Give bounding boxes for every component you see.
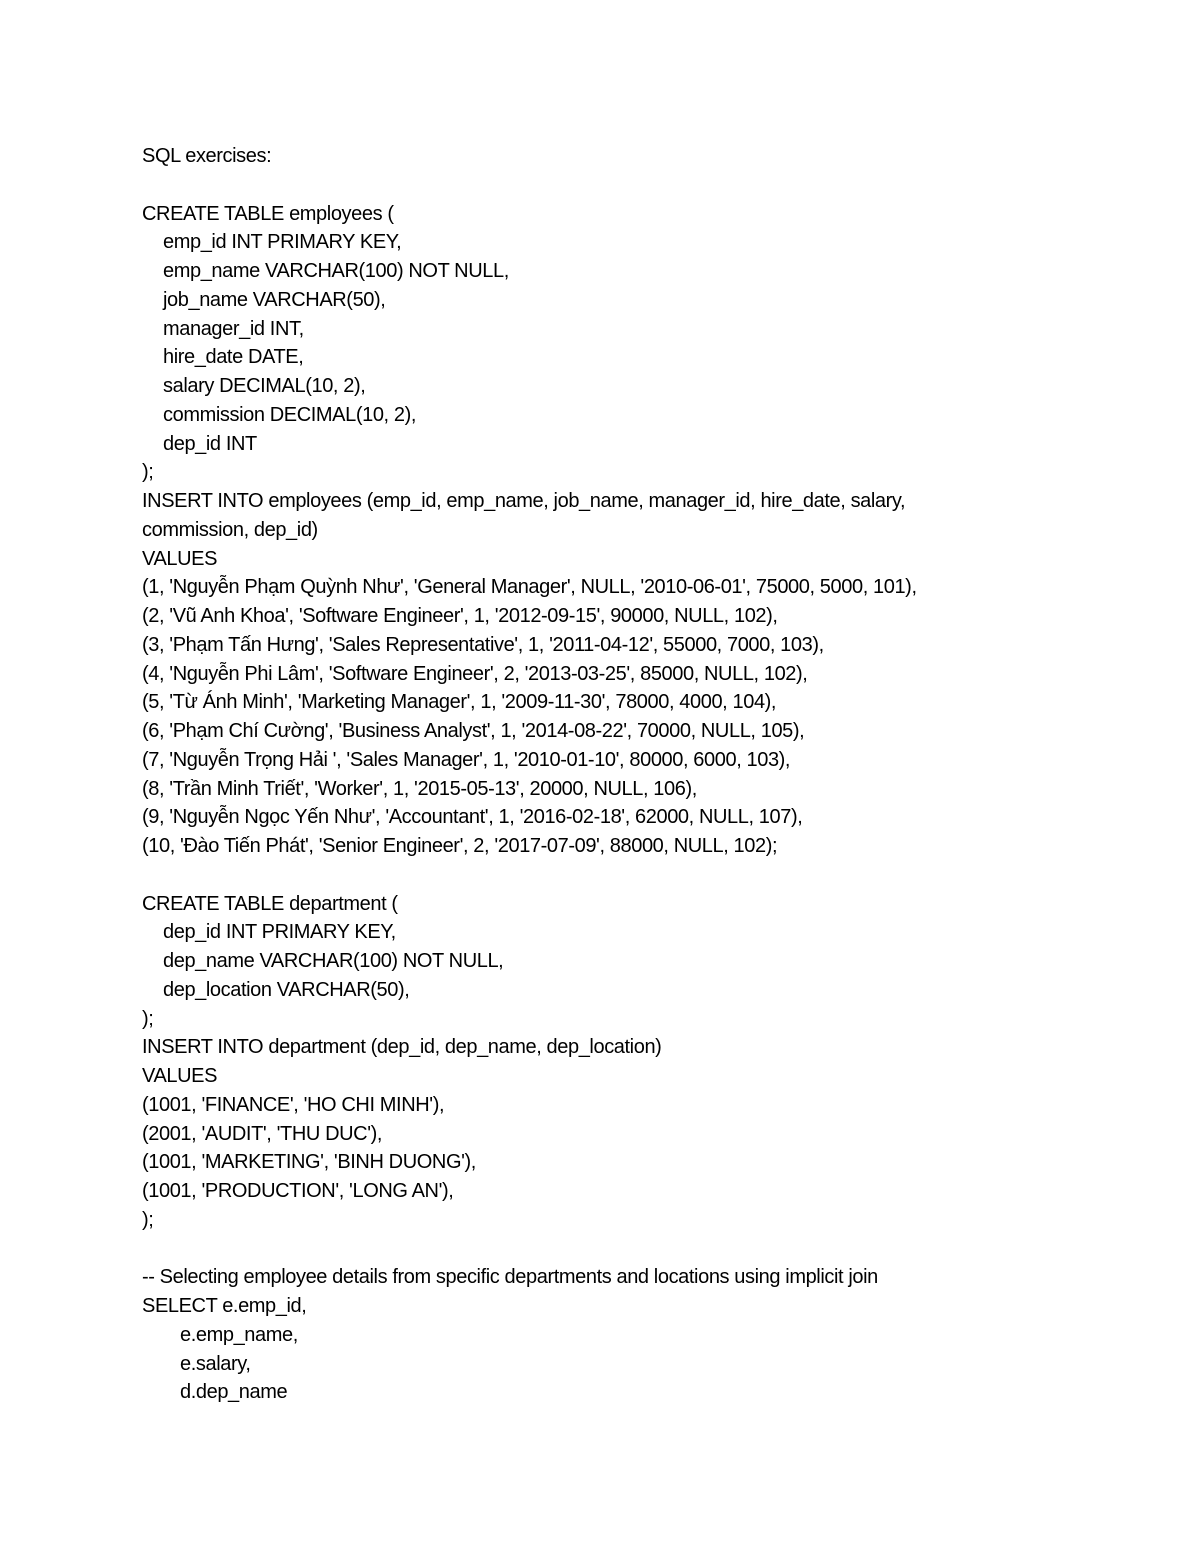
text-line: (1001, 'MARKETING', 'BINH DUONG'),	[142, 1151, 476, 1174]
text-line: commission DECIMAL(10, 2),	[163, 403, 416, 426]
text-line: e.salary,	[180, 1352, 251, 1375]
text-line: CREATE TABLE department (	[142, 892, 398, 915]
document-body	[142, 142, 1142, 1407]
blank-line	[142, 171, 1142, 200]
text-line: hire_date DATE,	[163, 346, 304, 369]
text-line: job_name VARCHAR(50),	[163, 288, 386, 311]
text-line: );	[142, 1007, 154, 1030]
text-line: (9, 'Nguyễn Ngọc Yến Như', 'Accountant', 1, '2016-02-18', 62000, NULL, 107),	[142, 806, 803, 829]
text-line: INSERT INTO employees (emp_id, emp_name, job_name, manager_id, hire_date, salary,	[142, 490, 906, 512]
text-line: d.dep_name	[180, 1381, 288, 1404]
text-line: INSERT INTO department (dep_id, dep_name, dep_location)	[142, 1036, 662, 1059]
text-line: CREATE TABLE employees (	[142, 202, 394, 225]
text-line: (7, 'Nguyễn Trọng Hải ', 'Sales Manager', 1, '2010-01-10', 80000, 6000, 103),	[142, 748, 791, 771]
text-line: (6, 'Phạm Chí Cường', 'Business Analyst', 1, '2014-08-22', 70000, NULL, 105),	[142, 720, 805, 742]
text-line: (1001, 'FINANCE', 'HO CHI MINH'),	[142, 1093, 445, 1116]
text-line: emp_name VARCHAR(100) NOT NULL,	[163, 260, 509, 282]
text-line: (3, 'Phạm Tấn Hưng', 'Sales Representative', 1, '2011-04-12', 55000, 7000, 103),	[142, 633, 824, 656]
text-line: (1, 'Nguyễn Phạm Quỳnh Như', 'General Manager', NULL, '2010-06-01', 75000, 5000, 101),	[142, 576, 917, 599]
text-line: emp_id INT PRIMARY KEY,	[163, 231, 402, 254]
text-line: (5, 'Từ Ánh Minh', 'Marketing Manager', 1, '2009-11-30', 78000, 4000, 104),	[142, 691, 777, 714]
text-line: commission, dep_id)	[142, 518, 318, 541]
text-line: (2, 'Vũ Anh Khoa', 'Software Engineer', 1, '2012-09-15', 90000, NULL, 102),	[142, 605, 778, 627]
text-line: manager_id INT,	[163, 317, 304, 340]
text-line: VALUES	[142, 547, 218, 570]
text-line: dep_id INT	[163, 432, 257, 455]
text-line: (2001, 'AUDIT', 'THU DUC'),	[142, 1122, 383, 1145]
text-line: dep_id INT PRIMARY KEY,	[163, 921, 396, 944]
text-line: (4, 'Nguyễn Phi Lâm', 'Software Engineer', 2, '2013-03-25', 85000, NULL, 102),	[142, 662, 808, 685]
text-line: );	[142, 461, 154, 484]
text-line: SELECT e.emp_id,	[142, 1295, 307, 1317]
text-line: (1001, 'PRODUCTION', 'LONG AN'),	[142, 1180, 454, 1202]
text-line: salary DECIMAL(10, 2),	[163, 375, 366, 397]
text-line: e.emp_name,	[180, 1323, 298, 1346]
text-line: );	[142, 1208, 154, 1231]
blank-line	[142, 861, 1142, 890]
blank-line	[142, 1235, 1142, 1264]
text-line: SQL exercises:	[142, 145, 272, 167]
text-line: dep_location VARCHAR(50),	[163, 978, 410, 1001]
text-line: VALUES	[142, 1065, 218, 1087]
text-line: (10, 'Đào Tiến Phát', 'Senior Engineer', 2, '2017-07-09', 88000, NULL, 102);	[142, 835, 778, 857]
text-line: dep_name VARCHAR(100) NOT NULL,	[163, 950, 504, 972]
text-line: (8, 'Trần Minh Triết', 'Worker', 1, '2015-05-13', 20000, NULL, 106),	[142, 777, 697, 800]
text-line: -- Selecting employee details from specific departments and locations using implicit join	[142, 1266, 878, 1289]
